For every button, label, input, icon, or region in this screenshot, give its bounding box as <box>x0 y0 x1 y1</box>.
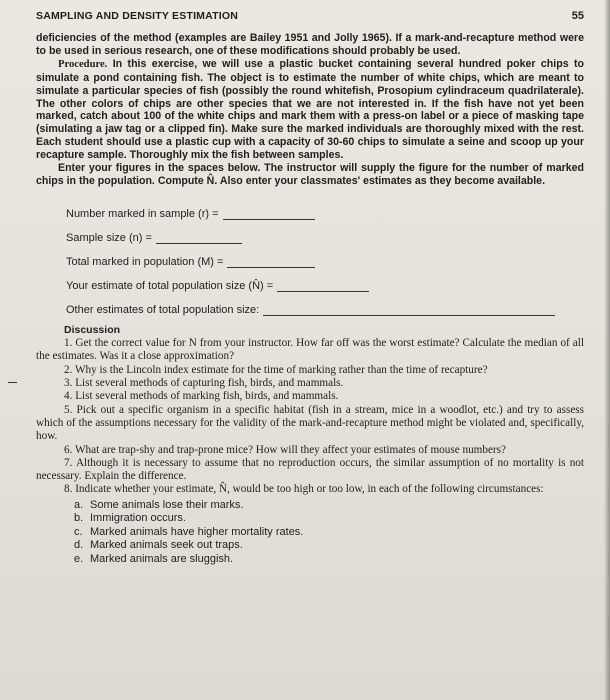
subitem-letter: b. <box>74 512 84 525</box>
subitem <box>74 499 584 513</box>
procedure-text: In this exercise, we will use a plastic bucket containing several hundred poker chips to simulate a pond containing fish. The object is to estimate the number of white chips, which are meant to simulate a particular species of fish (possibly the round whitefish, Prosopium cylindraceum quadrilaterale). The other colors of chips are other species that we are not interested in. If the fish have not yet been marked, catch about 100 of the white chips and mark them with a press-on label or a piece of masking tape (simulating a jaw tag or a clipped fin). Make sure the marked individuals are thoroughly mixed with the rest. Each student should use a plastic cup with a capacity of 30-60 chips to simulate a seine and scoop up your recapture sample. Thoroughly mix the fish between samples. <box>36 57 584 162</box>
question-8: 8. Indicate whether your estimate, N̂, would be too high or too low, in each of the following circumstances: <box>64 483 544 496</box>
answer-blank[interactable] <box>263 305 555 316</box>
procedure-paragraph <box>36 58 584 162</box>
question-3: 3. List several methods of capturing fish, birds, and mammals. <box>64 377 344 390</box>
question-7: 7. Although it is necessary to assume that no reproduction occurs, the similar assumption of no mortality is not necessary. Explain the difference. <box>36 456 584 483</box>
question-8-subitems <box>74 499 584 567</box>
instructions-paragraph: Enter your figures in the spaces below. The instructor will supply the figure for the number of marked chips in the population. Compute N̂. Also enter your classmates' estimates as they become available. <box>36 162 584 187</box>
page-header <box>36 10 584 32</box>
discussion-section <box>36 324 584 566</box>
subitem-text: Immigration occurs. <box>90 512 186 525</box>
answer-blank[interactable] <box>156 233 242 244</box>
field-label: Total marked in population (M) = <box>66 255 224 268</box>
intro-section <box>36 32 584 188</box>
field-label: Your estimate of total population size (N̂) = <box>66 279 274 292</box>
question-5: 5. Pick out a specific organism in a specific habitat (fish in a stream, mice in a woodlot, etc.) and try to assess which of the assumptions necessary for the validity of the mark-and-recapture method might be violated and, specifically, how. <box>36 403 584 443</box>
subitem-text: Some animals lose their marks. <box>90 498 244 511</box>
question-6: 6. What are trap-shy and trap-prone mice? How will they affect your estimates of mouse numbers? <box>64 443 506 456</box>
page-edge-shadow <box>604 0 610 700</box>
margin-mark <box>8 382 17 383</box>
subitem <box>74 539 584 553</box>
field-label: Other estimates of total population size: <box>66 303 260 316</box>
answer-blank[interactable] <box>223 209 315 220</box>
answer-blank[interactable] <box>227 257 315 268</box>
field-label: Sample size (n) = <box>66 231 152 244</box>
field-total-marked <box>66 244 584 268</box>
subitem-text: Marked animals have higher mortality rates. <box>90 525 304 538</box>
running-title: SAMPLING AND DENSITY ESTIMATION <box>36 10 239 22</box>
procedure-heading: Procedure. <box>58 58 108 70</box>
field-label: Number marked in sample (r) = <box>66 207 219 220</box>
page-number: 55 <box>571 10 584 22</box>
subitem-letter: a. <box>74 498 84 511</box>
subitem-letter: c. <box>74 525 83 538</box>
answer-fields <box>66 196 584 316</box>
subitem-text: Marked animals are sluggish. <box>90 552 234 565</box>
question-1: 1. Get the correct value for N from your instructor. How far off was the worst estimate? Calculate the median of all the estimates. Was it a close approximation? <box>36 337 584 363</box>
question-2: 2. Why is the Lincoln index estimate for the time of marking rather than the time of recapture? <box>64 363 488 376</box>
field-sample-size <box>66 220 584 244</box>
question-4: 4. List several methods of marking fish, birds, and mammals. <box>64 390 339 403</box>
subitem-text: Marked animals seek out traps. <box>90 539 243 552</box>
subitem-letter: d. <box>74 539 84 552</box>
subitem <box>74 512 584 526</box>
field-number-marked <box>66 196 584 220</box>
answer-blank[interactable] <box>277 281 369 292</box>
intro-paragraph-1: deficiencies of the method (examples are Bailey 1951 and Jolly 1965). If a mark-and-recapture method were to be used in serious research, one of these modifications should probably be used. <box>36 32 584 57</box>
subitem-letter: e. <box>74 552 84 565</box>
discussion-heading: Discussion <box>64 323 121 336</box>
field-other-estimates <box>66 292 584 316</box>
subitem <box>74 553 584 567</box>
field-your-estimate <box>66 268 584 292</box>
subitem <box>74 526 584 540</box>
